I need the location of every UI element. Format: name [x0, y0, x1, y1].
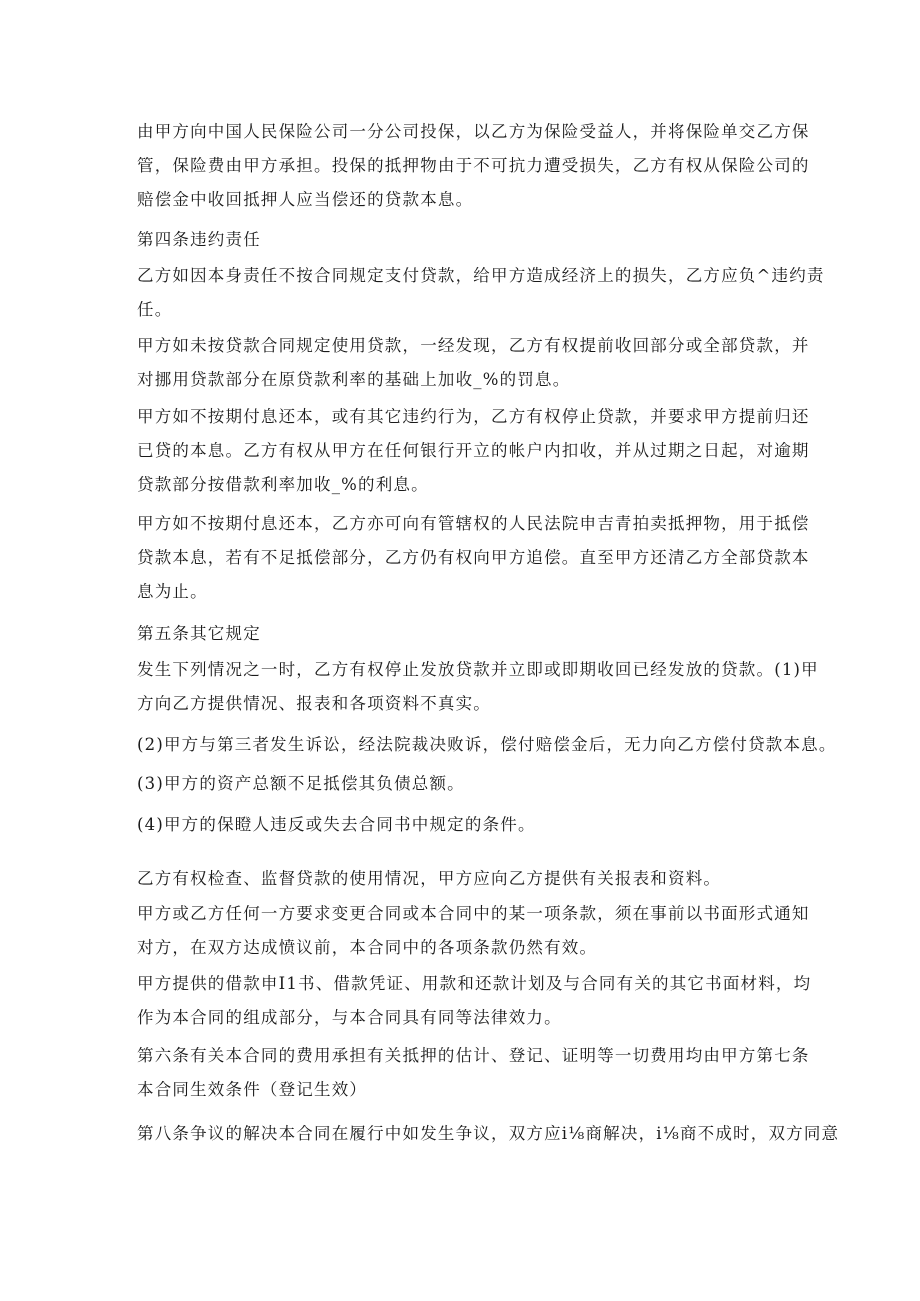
text-line: 乙方有权检查、监督贷款的使用情况，甲方应向乙方提供有关报表和资料。 [137, 869, 722, 888]
paragraph-condition-4 [137, 808, 797, 842]
text-line: 方向乙方提供情况、报表和各项资料不真实。 [137, 694, 491, 713]
paragraph-party-b-liability [137, 259, 825, 327]
paragraph-condition-2 [137, 728, 837, 762]
text-line: 乙方如因本身责任不按合同规定支付贷款，给甲方造成经济上的损失，乙方应负^违约责 [137, 266, 825, 285]
paragraph-supporting-documents [137, 967, 812, 1035]
text-line: (4)甲方的保瞪人违反或失去合同书中规定的条件。 [137, 815, 536, 834]
text-line: 贷款部分按借款利率加收_%的利息。 [137, 475, 429, 494]
text-line: 第六条有关本合同的费用承担有关抵押的估计、登记、证明等一切费用均由甲方第七条 [137, 1046, 810, 1065]
text-line: 甲方如未按贷款合同规定使用贷款，一经发现，乙方有权提前收回部分或全部贷款，并 [137, 336, 810, 355]
text-line: 对挪用贷款部分在原贷款利率的基础上加收_%的罚息。 [137, 370, 571, 389]
paragraph-misuse-of-loan [137, 329, 810, 397]
text-line: 贷款本息，若有不足抵偿部分，乙方仍有权向甲方追偿。直至甲方还清乙方全部贷款本 [137, 548, 810, 567]
text-line: 由甲方向中国人民保险公司一分公司投保，以乙方为保险受益人，并将保险单交乙方保 [137, 122, 810, 141]
text-line: 甲方提供的借款申I1书、借款凭证、用款和还款计划及与合同有关的其它书面材料，均 [137, 974, 812, 993]
paragraph-insurance [137, 115, 810, 217]
text-line: 赔偿金中收回抵押人应当偿还的贷款本息。 [137, 190, 474, 209]
text-line: 发生下列情况之一时，乙方有权停止发放贷款并立即或即期收回已经发放的贷款。(1)甲 [137, 660, 819, 679]
text-line: 第四条违约责任 [137, 230, 261, 249]
paragraph-stop-loan-conditions [137, 653, 819, 721]
text-line: (3)甲方的资产总额不足抵偿其负债总额。 [137, 774, 465, 793]
text-line: 第八条争议的解决本合同在履行中如发生争议，双方应i⅛商解决，i⅛商不成时，双方同意 [137, 1124, 840, 1143]
text-line: 第五条其它规定 [137, 624, 261, 643]
paragraph-inspection-rights [137, 862, 797, 896]
text-line: 本合同生效条件（登记生效） [137, 1080, 368, 1099]
paragraph-court-auction [137, 507, 810, 609]
text-line: 对方，在双方达成愤议前，本合同中的各项条款仍然有效。 [137, 938, 598, 957]
text-line: 甲方如不按期付息还本，乙方亦可向有管辖权的人民法院申吉青拍卖抵押物，用于抵偿 [137, 514, 810, 533]
text-line: (2)甲方与第三者发生诉讼，经法院裁决败诉，偿付赔偿金后，无力向乙方偿付贷款本息。 [137, 735, 837, 754]
paragraph-contract-change [137, 897, 810, 965]
text-line: 已贷的本息。乙方有权从甲方在任何银行开立的帐户内扣收，并从过期之日起，对逾期 [137, 441, 810, 460]
paragraph-article-8 [137, 1117, 840, 1151]
paragraph-late-payment [137, 400, 810, 502]
text-line: 作为本合同的组成部分，与本合同具有同等法律效力。 [137, 1008, 562, 1027]
paragraph-condition-3 [137, 767, 797, 801]
text-line: 甲方如不按期付息还本，或有其它违约行为，乙方有权停止贷款，并要求甲方提前归还 [137, 407, 810, 426]
text-line: 息为止。 [137, 582, 208, 601]
text-line: 管，保险费由甲方承担。投保的抵押物由于不可抗力遭受损失，乙方有权从保险公司的 [137, 156, 810, 175]
heading-article-4 [137, 223, 797, 257]
text-line: 任。 [137, 300, 173, 319]
heading-article-5 [137, 617, 797, 651]
paragraph-article-6-7 [137, 1039, 810, 1107]
text-line: 甲方或乙方任何一方要求变更合同或本合同中的某一项条款，须在事前以书面形式通知 [137, 904, 810, 923]
